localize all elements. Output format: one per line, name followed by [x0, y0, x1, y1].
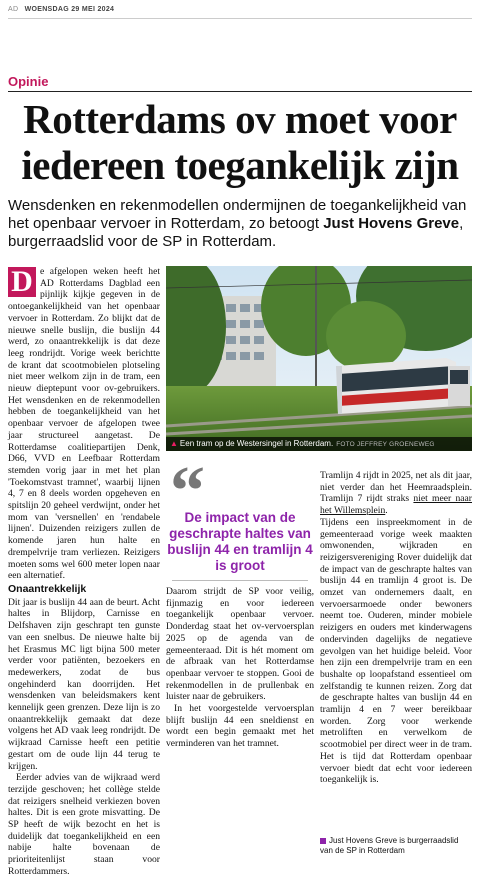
body-paragraph-3: Eerder advies van de wijkraad werd terzijde geschoven; het collège stelde dat reizigers snelheid verkiezen boven haltes. Dit is een grote misvatting. De SP heeft de wijk bezocht en het is duidelijk dat toegankelijkheid en een nabije halte bovenaan de prioriteitenlijst staan voor Rotterdammers.: [8, 772, 160, 877]
caption-triangle-icon: ▲: [170, 439, 178, 448]
tram-photo-illustration: [166, 266, 472, 451]
photo-credit: FOTO JEFFREY GROENEWEG: [336, 441, 435, 448]
author-box: [320, 836, 472, 856]
headline-line-2: iedereen toegankelijk zijn: [21, 142, 459, 188]
body-column-2: [166, 586, 314, 750]
body-paragraph-4: Daarom strijdt de SP voor veilig, fijnmazig en voor iedereen toegankelijk openbaar vervoer. Donderdag staat het ov-vervoersplan 2025 op de agenda van de gemeenteraad. Dit is hét moment om de afbraak van het Rotterdamse openbaar vervoer te stoppen. Gooi de rekenmodellen in de prullenbak en luister naar de gebruikers.: [166, 586, 314, 703]
lede: [8, 197, 472, 251]
body-paragraph-2: Dit jaar is buslijn 44 aan de beurt. Acht haltes in Blijdorp, Carnisse en Delfshaven zijn geschrapt ten gunste van een snelbus. De nieuwe halte bij het Erasmus MC ligt bijna 500 meter verder voor patiënten, bezoekers en medewerkers, zodat de bus ongehinderd kan doorrijden. Het wensdenken van beleidsmakers kent kennelijk geen grenzen. Deze lijn is zo onaantrekkelijk gemaakt dat deze volgens het AD vaak leeg rondrijdt. De wijkraad Carnisse heeft een petitie gestart om de oude lijn 44 terug te krijgen.: [8, 596, 160, 772]
headline-line-1: Rotterdams ov moet voor: [23, 96, 457, 142]
masthead-date: WOENSDAG 29 MEI 2024: [24, 6, 115, 13]
article-photo: [166, 266, 472, 451]
masthead: [8, 6, 114, 13]
quote-mark-icon: “: [170, 453, 205, 530]
top-rule: [8, 18, 472, 19]
section-kicker: Opinie: [8, 74, 49, 89]
pull-quote-rule: [172, 580, 308, 581]
kicker-rule: [8, 91, 472, 92]
photo-caption: [166, 437, 472, 451]
body-paragraph-1: e afgelopen weken heeft het AD Rotterdams Dagblad een pijnlijk kijkje gegeven in de ontoegankelijkheid van het openbaar vervoer in Rotterdam. Zo blijkt dat de nieuwe snelle buslijn, die buslijn 44 werd, zo onaantrekkelijk is dat deze leeg rondrijdt. Vorige week berichtte de krant dat scootmobielen plotseling niet meer welkom zijn in de tram, een nieuw dieptepunt voor ov-gebruikers. Het wensdenken en de rekenmodellen hebben de toegankelijkheid van het openbaar vervoer de afgelopen twee jaar structureel aangetast. De Rotterdamse coalitiepartijen Denk, D66, VVD en Leefbaar Rotterdam stemden vorig jaar in met het plan 'Toekomstvast tramnet', waarbij lijnen 4, 7 en 8 deels worden opgeheven en spitslijn 20 geheel verdwijnt, onder het mom van 'versnellen' en 'rendabele lijnen'. Duizenden reizigers zullen de komende jaren hun halte en drempelvrije tram verliezen. Reizigers moeten soms wel 600 meter lopen naar een alternatief.: [8, 266, 160, 582]
subhead: Onaantrekkelijk: [8, 582, 87, 595]
lede-part-1: Wensdenken en rekenmodellen ondermijnen de toegankelijkheid van het openbaar vervoer in Rotterdam, zo betoogt: [8, 197, 467, 232]
author-box-text: Just Hovens Greve is burgerraadslid van de SP in Rotterdam: [320, 836, 459, 855]
body-column-3: [320, 470, 472, 786]
author-square-icon: [320, 838, 326, 844]
body-paragraph-6: [320, 470, 472, 517]
lede-author: Just Hovens Greve: [323, 215, 460, 232]
masthead-source: AD: [8, 6, 19, 13]
body-paragraph-5: In het voorgestelde vervoersplan blijft buslijn 44 een sneldienst en wordt een begin gemaakt met het verminderen van het tramnet.: [166, 703, 314, 750]
headline: [4, 96, 476, 188]
body-paragraph-6-b: .: [385, 505, 388, 517]
body-column-1: [8, 266, 160, 878]
dropcap: D: [8, 267, 36, 297]
lede-part-2: , burgerraadslid voor de SP in Rotterdam.: [8, 215, 464, 250]
caption-text: Een tram op de Westersingel in Rotterdam.: [179, 439, 334, 448]
body-paragraph-6-underlined: niet meer naar het Willemsplein: [320, 493, 472, 517]
body-paragraph-7: Tijdens een inspreekmoment in de gemeenteraad vorige week maakten omwonenden, wijkraden en reizigersvereniging Rover duidelijk dat de impact van de geschrapte haltes van buslijn 44 en tramlijn 4 groot is. De omzet van ondernemers daalt, en vervoersarmoede onder bewoners neemt toe. Ouderen, minder mobiele reizigers en ouders met kinderwagens ondervinden dagelijks de negatieve gevolgen van het huidige beleid. Voor hen zijn een drempelvrije tram en een bushalte op loopafstand essentieel om zelfstandig te kunnen reizen. Zorg dat de geschrapte haltes van buslijn 44 en tramlijn 4 en 7 weer bereikbaar worden. Zorg voor werkende metroliften en verwelkom de scootmobiel per direct weer in de tram. Het is tijd dat Rotterdam openbaar vervoer biedt dat echt voor iedereen toegankelijk is.: [320, 516, 472, 786]
body-paragraph-6-a: Tramlijn 4 rijdt in 2025, net als dit jaar, niet verder dan het Heemraadsplein. Tramlijn 7 rijdt straks: [320, 470, 472, 505]
pull-quote: De impact van de geschrapte haltes van buslijn 44 en tramlijn 4 is groot: [167, 510, 313, 573]
